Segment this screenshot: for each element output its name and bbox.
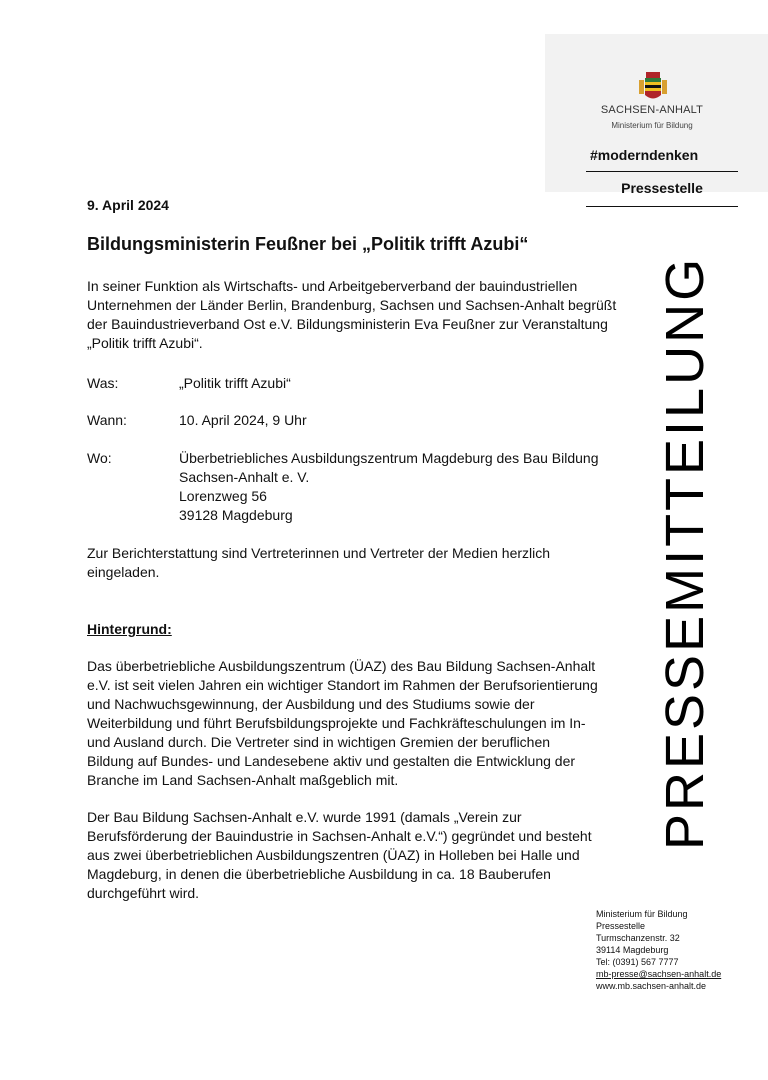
headline: Bildungsministerin Feußner bei „Politik trifft Azubi“ — [87, 234, 529, 254]
hashtag: #moderndenken — [590, 147, 699, 163]
contact-phone: Tel: (0391) 567 7777 — [596, 957, 679, 967]
press-office-label: Pressestelle — [621, 180, 703, 196]
background-paragraph-1: Das überbetriebliche Ausbildungszentrum (ÜAZ) des Bau Bildung Sachsen-Anhalt e.V. ist seit vielen Jahren ein wichtiger Standort im Rahmen der Berufsorientierung und Nachwuchsgewinnung, der Ausbildung und des Studiums sowie der Weiterbildung und führt Berufsbildungsprojekte und Fachkräfteschulungen im In- und Ausland durch. Die Vertreter sind in wichtigen Gremien der beruflichen Bildung auf Bundes- und Landesebene aktiv und gestalten die Entwicklung der Branche im Land Sachsen-Anhalt maßgeblich mit. — [87, 658, 598, 788]
contact-street: Turmschanzenstr. 32 — [596, 933, 680, 943]
invitation-paragraph: Zur Berichterstattung sind Vertreterinnen und Vertreter der Medien herzlich eingeladen. — [87, 545, 551, 580]
contact-block — [596, 908, 721, 992]
logo-name: SACHSEN-ANHALT — [600, 104, 704, 116]
contact-ministry: Ministerium für Bildung — [596, 909, 688, 919]
coat-of-arms-icon — [636, 72, 670, 102]
background-heading: Hintergrund: — [87, 621, 172, 637]
contact-website-link[interactable]: www.mb.sachsen-anhalt.de — [596, 981, 707, 991]
wo-label: Wo: — [87, 450, 112, 466]
release-date: 9. April 2024 — [87, 197, 169, 213]
background-paragraph-2: Der Bau Bildung Sachsen-Anhalt e.V. wurde 1991 (damals „Verein zur Berufsförderung der Bauindustrie in Sachsen-Anhalt e.V.“) gegründet und besteht aus zwei überbetrieblichen Ausbildungszentren (ÜAZ) in Holleben bei Halle und Magdeburg, in denen die überbetriebliche Ausbildung in ca. 18 Bauberufen durchgeführt wird. — [87, 809, 592, 901]
wann-label: Wann: — [87, 412, 127, 428]
wo-address: Überbetriebliches Ausbildungszentrum Magdeburg des Bau Bildung Sachsen-Anhalt e. V. Lorenzweg 56 39128 Magdeburg — [179, 450, 599, 523]
was-value: „Politik trifft Azubi“ — [179, 375, 291, 391]
contact-city: 39114 Magdeburg — [596, 945, 669, 955]
intro-paragraph: In seiner Funktion als Wirtschafts- und Arbeitgeberverband der bauindustriellen Unternehmen der Länder Berlin, Brandenburg, Sachsen und Sachsen-Anhalt begrüßt der Bauindustrieverband Ost e.V. Bildungsministerin Eva Feußner zur Veranstaltung „Politik trifft Azubi“. — [87, 278, 617, 351]
contact-office: Pressestelle — [596, 921, 646, 931]
divider-top — [586, 171, 738, 172]
contact-email-link[interactable]: mb-presse@sachsen-anhalt.de — [596, 969, 722, 979]
was-label: Was: — [87, 375, 119, 391]
logo-ministry: Ministerium für Bildung — [611, 121, 693, 130]
divider-bottom — [586, 206, 738, 207]
vertical-title: PRESSEMITTEILUNG — [655, 255, 715, 850]
wann-value: 10. April 2024, 9 Uhr — [179, 412, 307, 428]
